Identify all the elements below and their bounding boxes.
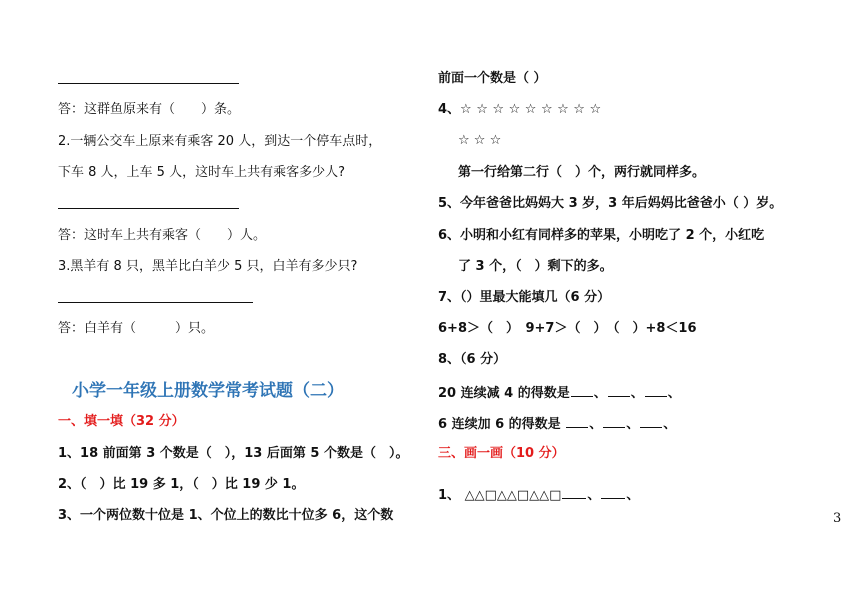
shape-sequence: 1、 △△□△△□△△□: [438, 488, 562, 503]
section-1-heading: 一、填一填（32 分）: [58, 414, 185, 429]
problem-4-stars-row-1: 4、☆ ☆ ☆ ☆ ☆ ☆ ☆ ☆ ☆: [438, 102, 602, 117]
problem-8-b-text: 6 连续加 6 的得数是: [438, 417, 561, 432]
separator: 、: [630, 386, 644, 401]
answer-blank[interactable]: [645, 384, 667, 397]
question-2-line-2: 下车 8 人，上车 5 人，这时车上共有乘客多少人?: [58, 165, 345, 180]
answer-3: 答：白羊有（ ）只。: [58, 321, 215, 336]
problem-3: 3、一个两位数十位是 1、个位上的数比十位多 6，这个数: [58, 508, 394, 523]
problem-6-line-2: 了 3 个，（ ）剩下的多。: [458, 259, 613, 274]
problem-2: 2、（ ）比 19 多 1，（ ）比 19 少 1。: [58, 477, 305, 492]
answer-blank[interactable]: [562, 486, 586, 499]
answer-blank[interactable]: [640, 415, 662, 428]
problem-3-continued: 前面一个数是（ ）: [438, 71, 547, 86]
answer-blank[interactable]: [601, 486, 625, 499]
page-title: 小学一年级上册数学常考试题（二）: [72, 381, 344, 401]
problem-5: 5、今年爸爸比妈妈大 3 岁，3 年后妈妈比爸爸小（ ）岁。: [438, 196, 783, 211]
section-3-heading: 三、画一画（10 分）: [438, 446, 565, 461]
problem-6-line-1: 6、小明和小红有同样多的苹果，小明吃了 2 个，小红吃: [438, 228, 765, 243]
answer-2: 答：这时车上共有乘客（ ）人。: [58, 228, 267, 243]
answer-blank-line: [58, 83, 239, 84]
answer-blank[interactable]: [566, 415, 588, 428]
problem-4-stars-row-2: ☆ ☆ ☆: [458, 133, 502, 148]
question-3: 3.黑羊有 8 只，黑羊比白羊少 5 只，白羊有多少只?: [58, 259, 358, 274]
problem-4-text: 第一行给第二行（ ）个，两行就同样多。: [458, 165, 706, 180]
problem-1: 1、18 前面第 3 个数是（ ），13 后面第 5 个数是（ ）。: [58, 446, 409, 461]
answer-blank[interactable]: [608, 384, 630, 397]
answer-1: 答：这群鱼原来有（ ）条。: [58, 102, 241, 117]
separator: 、: [587, 488, 601, 503]
problem-7: 7、（）里最大能填几（6 分）: [438, 290, 611, 305]
page-number: 3: [833, 511, 842, 526]
answer-blank-line: [58, 302, 253, 303]
separator: 、: [663, 417, 677, 432]
answer-blank[interactable]: [603, 415, 625, 428]
problem-8-a: [438, 384, 681, 402]
problem-7-items: 6+8＞（ ） 9+7＞（ ） （ ）+8＜16: [438, 321, 697, 336]
answer-blank-line: [58, 208, 239, 209]
separator: 、: [626, 488, 640, 503]
question-2-line-1: 2.一辆公交车上原来有乘客 20 人，到达一个停车点时，: [58, 134, 382, 149]
problem-8-b: [438, 415, 676, 433]
separator: 、: [626, 417, 640, 432]
answer-blank[interactable]: [571, 384, 593, 397]
separator: 、: [593, 386, 607, 401]
separator: 、: [667, 386, 681, 401]
problem-8-a-text: 20 连续减 4 的得数是: [438, 386, 570, 401]
drawing-problem-1: [438, 486, 639, 504]
separator: 、: [589, 417, 603, 432]
problem-8: 8、（6 分）: [438, 352, 507, 367]
